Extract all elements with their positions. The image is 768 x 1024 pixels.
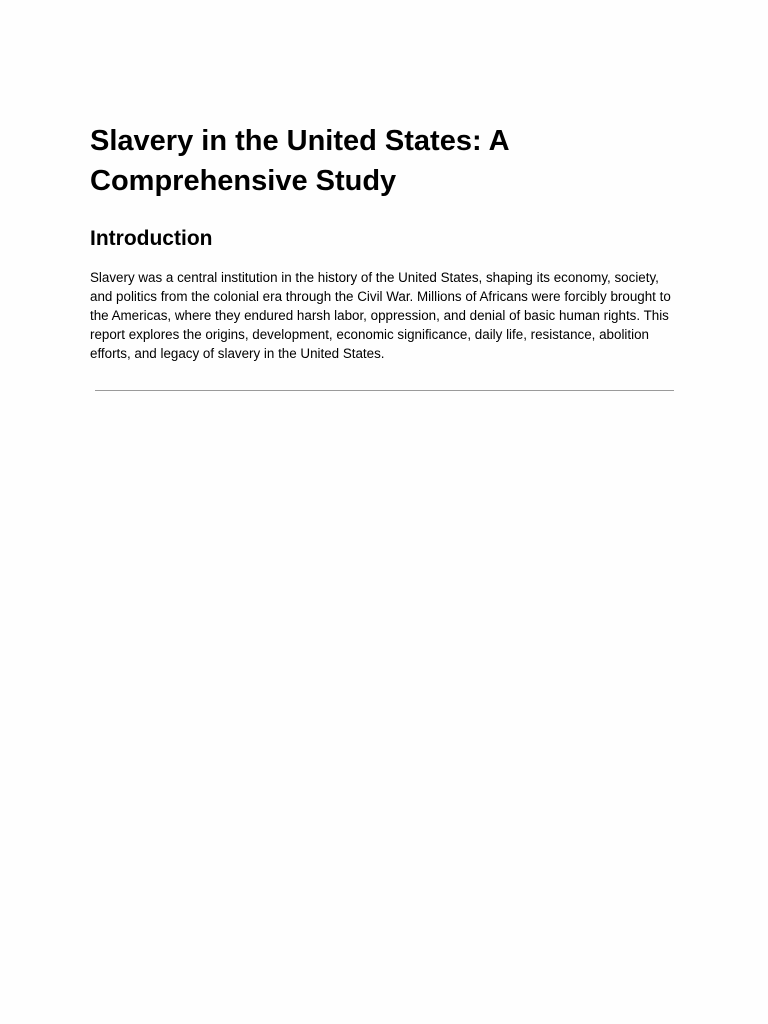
- section-heading-introduction: Introduction: [90, 227, 213, 250]
- section-divider: [95, 390, 674, 391]
- introduction-paragraph: Slavery was a central institution in the history of the United States, shaping its economy, society, and politics from the colonial era through the Civil War. Millions of Africans were forcibly brought to the Americas, where they endured harsh labor, oppression, and denial of basic human rights. This report explores the origins, development, economic significance, daily life, resistance, abolition efforts, and legacy of slavery in the United States.: [90, 270, 671, 361]
- document-title: Slavery in the United States: A Comprehensive Study: [90, 125, 509, 197]
